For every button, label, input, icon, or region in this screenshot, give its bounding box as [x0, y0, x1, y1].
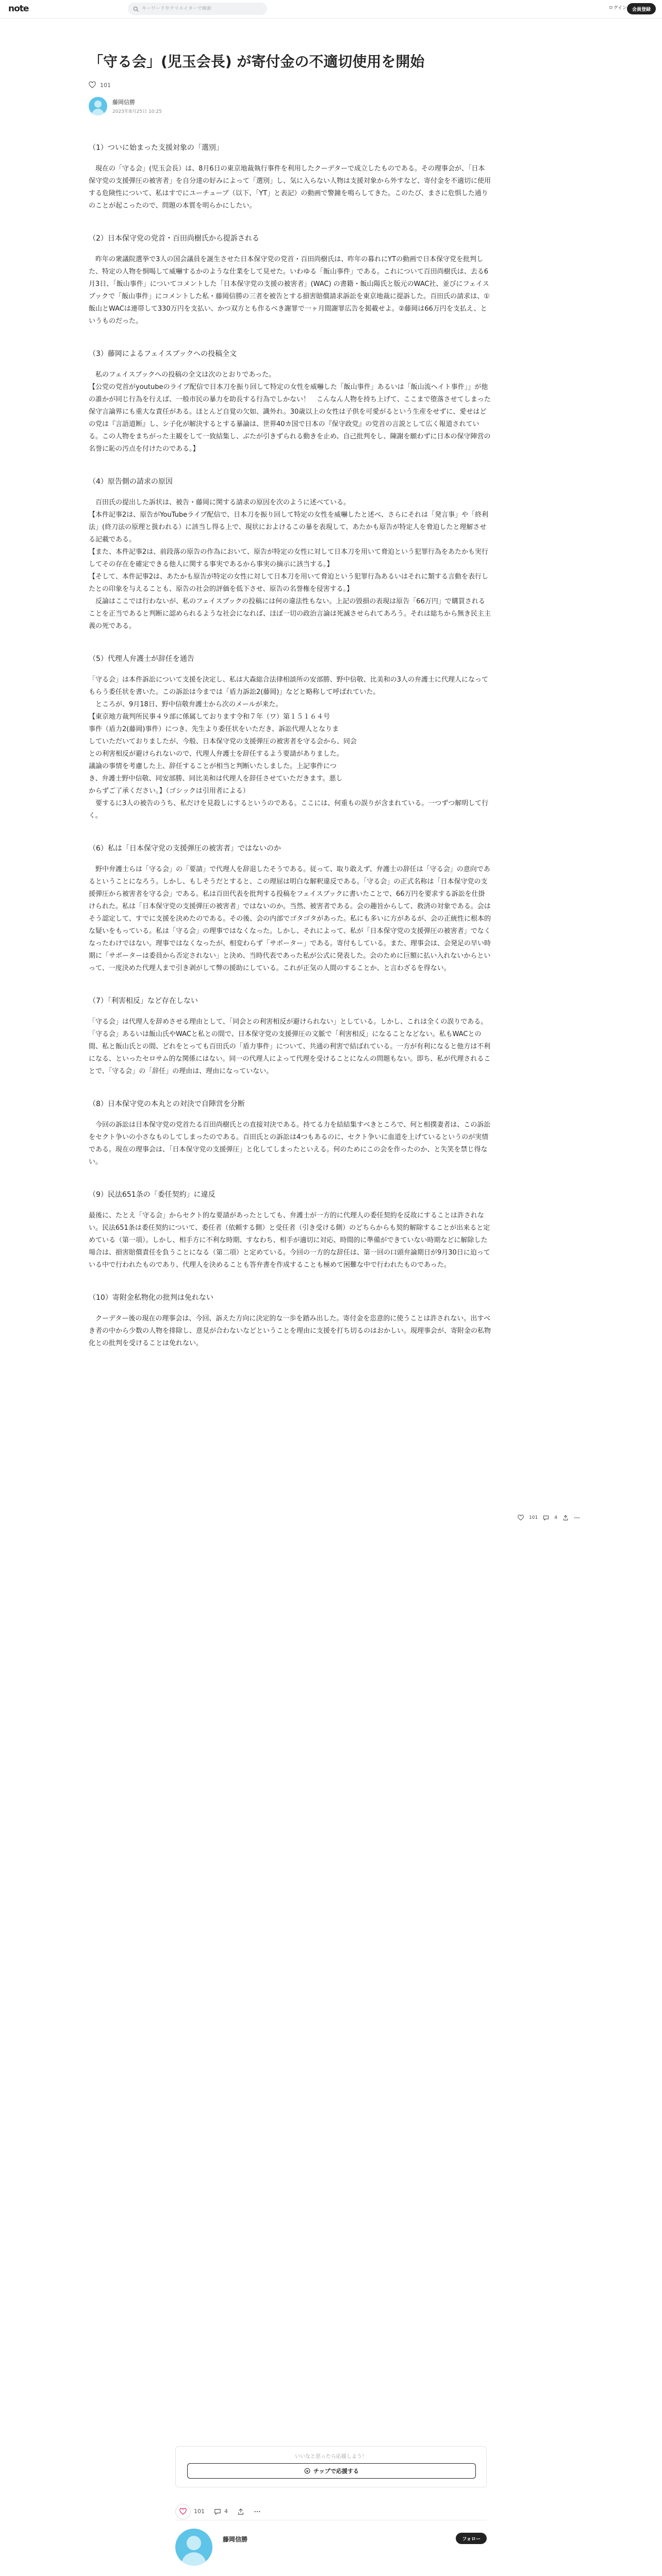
- more-icon[interactable]: [574, 1515, 580, 1521]
- top-navigation-bar: [0, 0, 662, 19]
- article: [89, 52, 491, 1370]
- note-logo[interactable]: note: [8, 4, 29, 14]
- article-like-count: 101: [100, 81, 111, 89]
- like-count: 101: [194, 2508, 205, 2515]
- floating-like-count: 101: [529, 1515, 538, 1520]
- comment-action[interactable]: [214, 2508, 228, 2515]
- search-input[interactable]: [142, 6, 260, 11]
- section-body: 今回の訴訟は日本保守党の党首たる百田尚樹氏との直接対決である。持てる力を結結集すべきところで、何と相撲妻者は、この訴訟をセクト争いの小さなものしてしまったのである。百田氏との訴訟は4つもあるのに、セクト争いに血道を上げているというのが実情である。現在の理事会は、「日本保守党の支援弾圧」と化してしまったといえる。何のためにこの会を作ったのか、と失笑を禁じ得ない。: [89, 1121, 491, 1166]
- article-like-row: [89, 81, 491, 89]
- section-heading: （9）民法651条の「委任契約」に違反: [89, 1191, 216, 1199]
- like-button[interactable]: [175, 2504, 191, 2519]
- section-body: 現在の「守る会」(児玉会長）は、8月6日の東京地裁執行事件を利用したクーデターで成立したものである。その理事会が、「日本保守党の支援弾圧の被害者」を自分達の好みによって「選別」し、気に入らない人物は支援対象から外すなど、寄付金を不適切に使用する危険性について、私はすでにユーチューブ（以下、「YT」と表記）の動画で警鐘を鳴らしてきた。このたび、まさに危惧した通りのことが起こったので、問題の本質を明らかにしたい。: [89, 165, 491, 210]
- section-body: クーデター後の現在の理事会は、今回、訴えた方向に決定的な一歩を踏み出した。寄付金を恣意的に使うことは許されない。出すべき者の中から少数の人物を排除し、意見が合わないなどということを理由に支援を打ち切るのはおかしい。現理事会が、寄附金の私物化との批判を受けることは免れない。: [89, 1315, 491, 1347]
- heart-icon[interactable]: [518, 1515, 524, 1521]
- article-section: [89, 653, 491, 822]
- author-card: [175, 2529, 487, 2576]
- follow-button[interactable]: フォロー: [456, 2533, 487, 2544]
- article-section: [89, 233, 491, 328]
- article-title: 「守る会」(児玉会長) が寄付金の不適切使用を開始: [89, 53, 425, 70]
- section-heading: （5）代理人弁護士が辞任を通告: [89, 655, 194, 663]
- section-body: 百田氏の提出した訴状は、被告・藤岡に関する請求の原因を次のように述べている。 【本件記事2は、原告がYouTubeライブ配信で、日本刀を振り回して特定の女性を威嚇したと述べ、さらにそれは「発言事」や「終利法」(終刀法の原理と扱われる）に該当し得る上で、現状におよけるこの暴を表現して、あたかも原告が特定人を脅迫したと理解させる記載である。 【また、本件記事2は、前段落の原告の作為において、原告が特定の女性に対して日本刀を用いて脅迫という犯罪行為をあたかも実行してその存在を確定できる他人に関する事実であるから事実の摘示に該当する。】 【そして、本件記事2は、あたかも原告が特定の女性に対して日本刀を用いて脅迫という犯罪行為あるいはそれに類する言動を表行したとの印象を与えることも、原告の社会的評価を低下させ、原告の名誉権を侵害する。】 反論はここでは行わないが、私のフェイスブックの投稿には何の違法性もない。上記の毀損の表現は原告「66万円」で購買されることを正当であると判断に認められるような社会になれば、ほぼ一切の政治言論は死滅させられてあろう。それは総ちから無き民主主義の死である。: [89, 499, 491, 630]
- tip-button[interactable]: [187, 2463, 476, 2479]
- comment-icon: [214, 2508, 221, 2515]
- login-button[interactable]: ログイン: [608, 4, 627, 11]
- section-body: 昨年の衆議院選挙で3人の国会議員を誕生させた日本保守党の党首・百田尚樹氏は、昨年の暮れにYTの動画で日本保守党を批判した、特定の人物を恫喝して威嚇するかのような仕業をして見せた。いわゆる「飯山事件」である。これについて百田尚樹氏は、去る6月3日、「飯山事件」についてコメントした「日本保守党の支援の被害者」(WAC) の書籍・飯山陽氏と版元のWAC社、並びにフェイスブックで「飯山事件」にコメントした私・藤岡信勝の三者を被告とする損害賠償請求訴訟を東京地裁に提訴した。百田氏の請求は、①飯山とWACは連帯して330万円を支払い、かつ双方とも作るべき謝罪で一ヶ月間謝罪広告を掲載せよ。②藤岡は66万円を支払え、というものだった。: [89, 256, 490, 325]
- search-icon: [133, 6, 139, 12]
- section-heading: （7）「利害相反」など存在しない: [89, 997, 198, 1005]
- article-section: [89, 476, 491, 633]
- article-author-row: [89, 97, 491, 115]
- article-section: [89, 142, 491, 212]
- article-action-bar: [175, 2503, 487, 2520]
- section-heading: （3）藤岡によるフェイスブックへの投稿全文: [89, 350, 237, 358]
- section-heading: （2）日本保守党の党首・百田尚樹氏から提訴される: [89, 234, 259, 243]
- author-card-name[interactable]: 藤岡信勝: [223, 2536, 248, 2543]
- comment-count: 4: [224, 2508, 228, 2515]
- publish-date: 2023年8月25日 10:25: [112, 109, 162, 114]
- section-heading: （4）原告側の請求の原因: [89, 478, 173, 486]
- comment-icon[interactable]: [543, 1515, 549, 1521]
- more-icon[interactable]: [254, 2508, 261, 2515]
- search-box[interactable]: [128, 3, 267, 15]
- article-section: [89, 348, 491, 455]
- section-body: 「守る会」は代理人を辞めさせる理由として、「同会との利害相反が避けられない」としている。しかし、これは全くの誤りである。「守る会」あるいは飯山氏やWACと私との間で、日本保守党の支援弾圧の文脈で「利害相反」になることなどない。私もWACとの間、私と飯山氏との間、どれをとっても百田氏の「盾力事件」について、共通の利害で結ばれている。一方が有利になると他方は不利になる、といったセロサム的な関係にはない。同一の代理人によって代理を受けることになんの問題もない。即ち、私が代理されることで、「守る会」の「辞任」の理由は、理由になっていない。: [89, 1018, 491, 1075]
- tip-icon: [304, 2468, 310, 2474]
- article-section: [89, 995, 491, 1078]
- heart-icon: [179, 2508, 187, 2515]
- support-box: [175, 2446, 487, 2487]
- like-action[interactable]: [175, 2504, 205, 2519]
- section-heading: （1）ついに始まった支援対象の「選別」: [89, 144, 223, 152]
- author-card-avatar[interactable]: [175, 2529, 212, 2566]
- section-heading: （10）寄附金私物化の批判は免れない: [89, 1294, 213, 1302]
- section-body: 野中弁護士らは「守る会」の「要請」で代理人を辞退したそうである。従って、取り敢えず、弁護士の辞任は「守る会」の意向であるということになろう。しかし、もしそうだとすると、この理屈は明白な解釈違反である。「守る会」の正式名称は「日本保守党の支援弾圧から被害者を守る会」である。私は百田代表を批判する投稿をフェイスブックに書いたことで、66万円を要求する訴訟を仕掛けられた。私は「日本保守党の支援弾圧の被害者」ではないのか。当然、被害者である。会の趣旨からして、救済の対象である。会はそう認定して、すでに支援を決めたのである。その後、会の内部でゴタゴタがあった。私にも多いに方があるが、会の正統性に根本的な疑いをもっている。私は「守る会」の理事ではなくなった。しかし、それによって、私が「日本保守党の支援弾圧の被害者」でなくなったわけではない。理事ではなくなったが、相変わらず「サポーター」である。寄付もしている。また、理事会は、会発足の早い時期に「サポーターは委員から否定されない」と決め、当時代表であった私が公式に発表した。会のために巨額に払い入れないからといって、一度決めた代理人まで引き剥がして弊の援助にしている。これが正気の人間のすることか、と言わざるを得ない。: [89, 866, 491, 972]
- section-body: 「守る会」は本件訴訟について支援を決定し、私は大森総合法律相談所の安部勝、野中信敬、比美和の3人の弁護士に代理人になってもらう委任状を書いた。この訴訟は今までは「盾力訴訟2(藤岡)」などと略称して呼ばれていた。 ところが、9月18日、野中信敬弁護士から次のメールが来た。 【東京地方裁判所民事４９部に係属しております令和７年（ワ）第１５１６４号 事件（盾力2(藤岡)事件）につき、先生より委任状をいただき、訴訟代理人となりま していただいておりましたが、今般、日本保守党の支援弾圧の被害者を守る会から、同会 との利害相反が避けられないので、代理人弁護士を辞任するよう要請がありました。 議論の事情を考慮した上、辞任することが相当と判断いたしました。上記事件につ き、弁護士野中信敬、同安部勝、同比美和は代理人を辞任させていただきます。悪し からずご了承ください。】（ゴシックは引用者による） 要するに3人の被告のうち、私だけを見殺しにするというのである。ここには、何重もの誤りが含まれている。一つずつ解明して行く。: [89, 676, 489, 820]
- section-heading: （8）日本保守党の本丸との対決で自陣営を分断: [89, 1100, 245, 1108]
- article-section: [89, 1098, 491, 1168]
- author-avatar[interactable]: [89, 97, 107, 115]
- section-body: 最後に、たとえ「守る会」からセクト的な要請があったとしても、弁護士が一方的に代理人の委任契約を反故にすることは許されない。民法651条は委任契約について、委任者（依頼する側）と受任者（引き受ける側）のどちらからも契約解除することが出来ると定めている（第一項）。しかし、相手方に不利な時期、すなわち、相手が適切に対応、時間的に準備ができていない時期などに解除した場合は、損害賠償責任を負うことになる（第二項）と定めている。今回の一方的な辞任は、第一回の口頭弁論期日が9月30日に迫っている中で行われたものであり、代理人を決めることも答弁書を作成することも極めて困難な中で行われたものであった。: [89, 1212, 490, 1269]
- section-heading: （6）私は「日本保守党の支援弾圧の被害者」ではないのか: [89, 844, 281, 853]
- author-name[interactable]: 藤岡信勝: [112, 99, 135, 106]
- signup-button[interactable]: 会員登録: [627, 3, 656, 14]
- article-body: [89, 142, 491, 1350]
- article-section: [89, 1292, 491, 1350]
- support-prompt: いいなと思ったら応援しよう！: [295, 2454, 367, 2460]
- floating-comment-count: 4: [554, 1515, 557, 1520]
- article-section: [89, 1189, 491, 1272]
- share-icon[interactable]: [237, 2508, 244, 2515]
- heart-icon[interactable]: [89, 81, 96, 89]
- floating-actions: [518, 1515, 580, 1521]
- share-icon[interactable]: [562, 1515, 569, 1521]
- tip-button-label: チップで応援する: [313, 2468, 359, 2475]
- section-body: 私のフェイスブックへの投稿の全文は次のとおりであった。 【公党の党首がyoutubeのライブ配信で日本刀を振り回して特定の女性を威嚇した「飯山事件」あるいは「飯山流ヘイト事件」」が他の誰かが同じ行為を行えば、一般市民の暴力を助長する行為でしかない！ こんなん人物を持ち上げて、ここまで堕落させてしまった保守言論界にも重大な責任がある。ほとんど自覚の欠如、識外れ。30歳以上の女性は子供を可愛がるという生産をせずに、愛せはどの党は『言語道断』し、シ子化が解決するとする暴論は、世界40カ国で日本の『保守政党』の党首の言説として広く報道されている。この人物をまちがった主観をして一致結集し、ぶたが引きずられる動きを止め、自己批判をし、陳謝を願わずに日本の保守陣営の名誉に恥の汚点を付けたのである。】: [89, 371, 491, 453]
- article-section: [89, 843, 491, 975]
